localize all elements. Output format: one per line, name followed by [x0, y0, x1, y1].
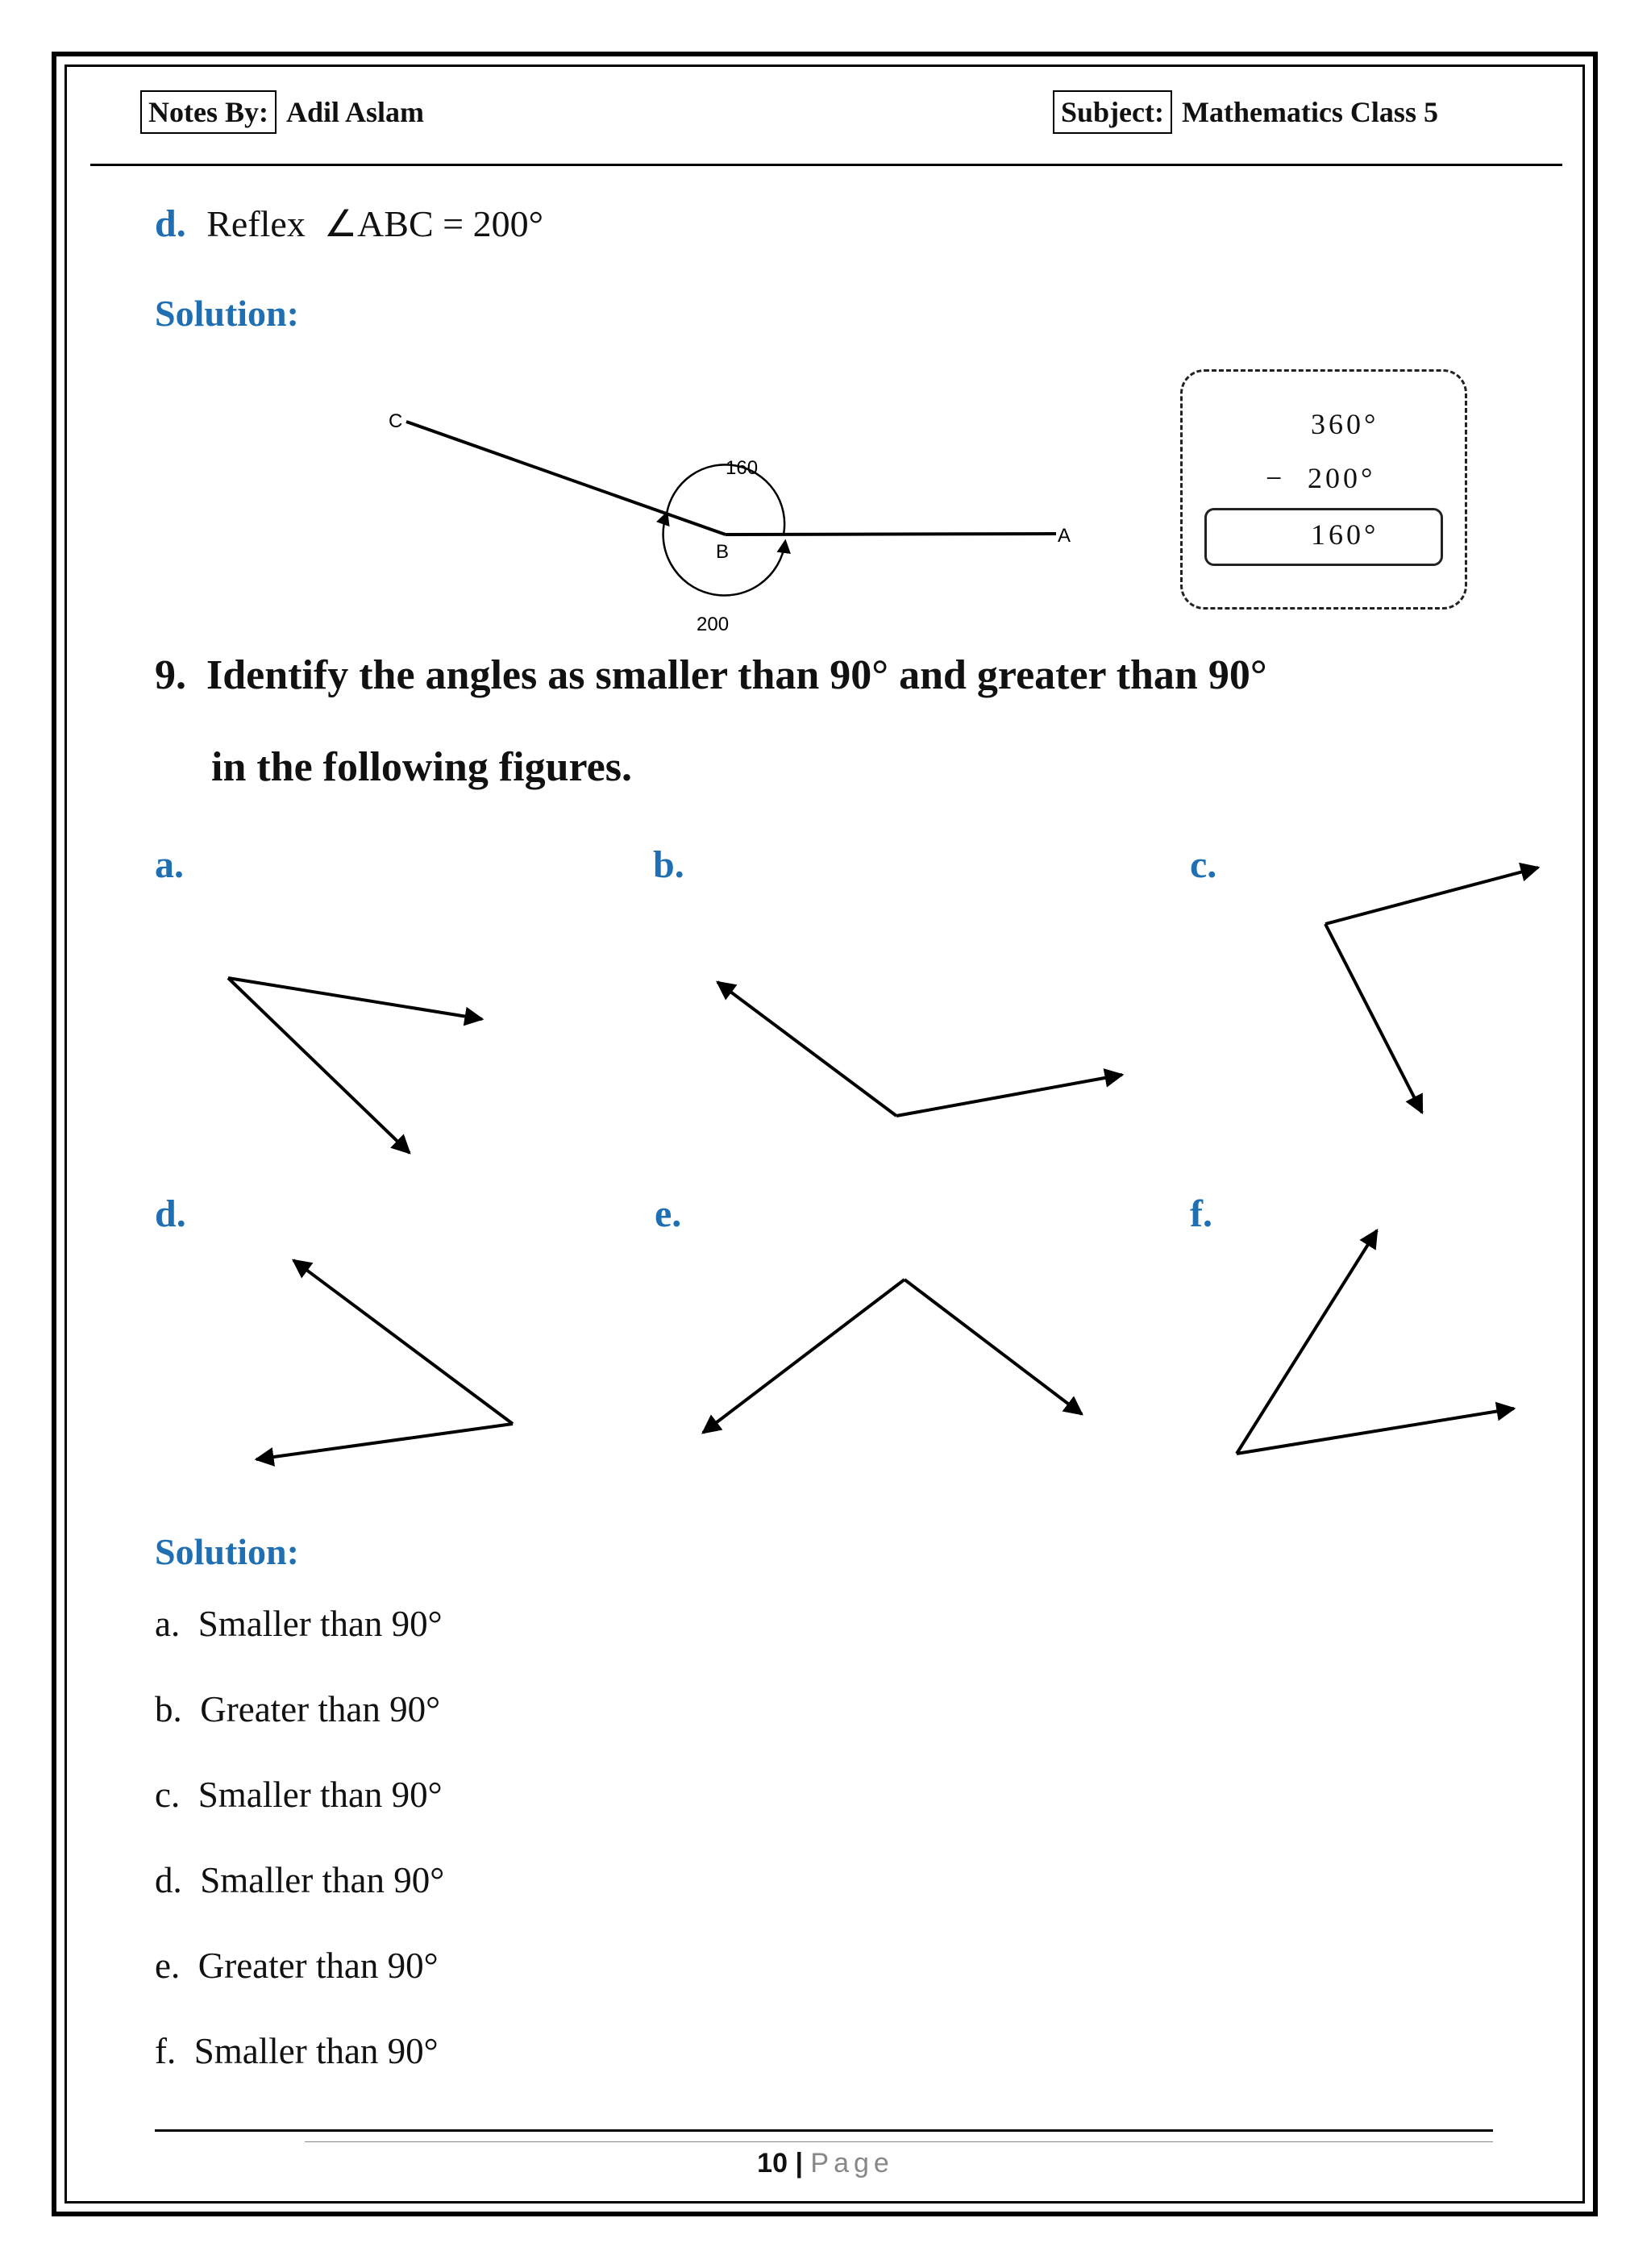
figure-f-angle	[1237, 1230, 1514, 1454]
subject-label: Subject:	[1053, 90, 1172, 134]
figure-b-angle	[717, 982, 1122, 1116]
calc-operator: −	[1266, 462, 1286, 494]
point-b-label: B	[716, 541, 730, 563]
notes-by-label: Notes By:	[140, 90, 277, 134]
reflex-angle-label: 200	[697, 614, 730, 635]
calc-line-2: 200°	[1308, 462, 1376, 494]
calc-result: 160°	[1311, 518, 1379, 551]
footer-separator: |	[795, 2148, 803, 2179]
figure-c-angle	[1325, 868, 1538, 1113]
figure-e-label: e.	[655, 1192, 682, 1235]
figure-b-label: b.	[653, 843, 684, 886]
question-9-line-2: in the following figures.	[211, 744, 632, 790]
question-9-text-1: Identify the angles as smaller than 90° and greater than 90°	[206, 652, 1267, 698]
answer-f: f. Smaller than 90°	[155, 2031, 439, 2071]
inner-angle-label: 160	[726, 457, 759, 479]
footer-divider-thin	[305, 2141, 1493, 2142]
page-number: 10	[757, 2148, 788, 2179]
part-d-letter: d.	[155, 202, 186, 245]
answer-b: b. Greater than 90°	[155, 1689, 441, 1729]
subject-name: Mathematics Class 5	[1182, 96, 1438, 128]
page-word: Page	[810, 2148, 894, 2179]
figure-a-angle	[228, 978, 482, 1153]
calc-line-1: 360°	[1311, 408, 1379, 440]
author-name: Adil Aslam	[285, 96, 425, 128]
figure-d-label: d.	[155, 1192, 186, 1235]
answer-d: d. Smaller than 90°	[155, 1860, 445, 1900]
figure-d-angle	[256, 1260, 513, 1459]
question-9-number: 9.	[155, 652, 186, 698]
point-a-label: A	[1058, 525, 1071, 547]
answer-c: c. Smaller than 90°	[155, 1775, 443, 1815]
answer-e: e. Greater than 90°	[155, 1945, 439, 1986]
solution-label-9: Solution:	[155, 1531, 299, 1572]
footer-divider	[155, 2129, 1493, 2132]
point-c-label: C	[389, 410, 403, 432]
figure-e-angle	[703, 1280, 1082, 1433]
figure-a-label: a.	[155, 843, 184, 886]
page-footer	[0, 2148, 1651, 2179]
answer-a: a. Smaller than 90°	[155, 1604, 443, 1644]
part-d-text: Reflex ∠ABC = 200°	[206, 203, 543, 244]
figure-c-label: c.	[1190, 843, 1217, 886]
solution-label-d: Solution:	[155, 293, 299, 334]
figure-f-label: f.	[1190, 1192, 1212, 1235]
